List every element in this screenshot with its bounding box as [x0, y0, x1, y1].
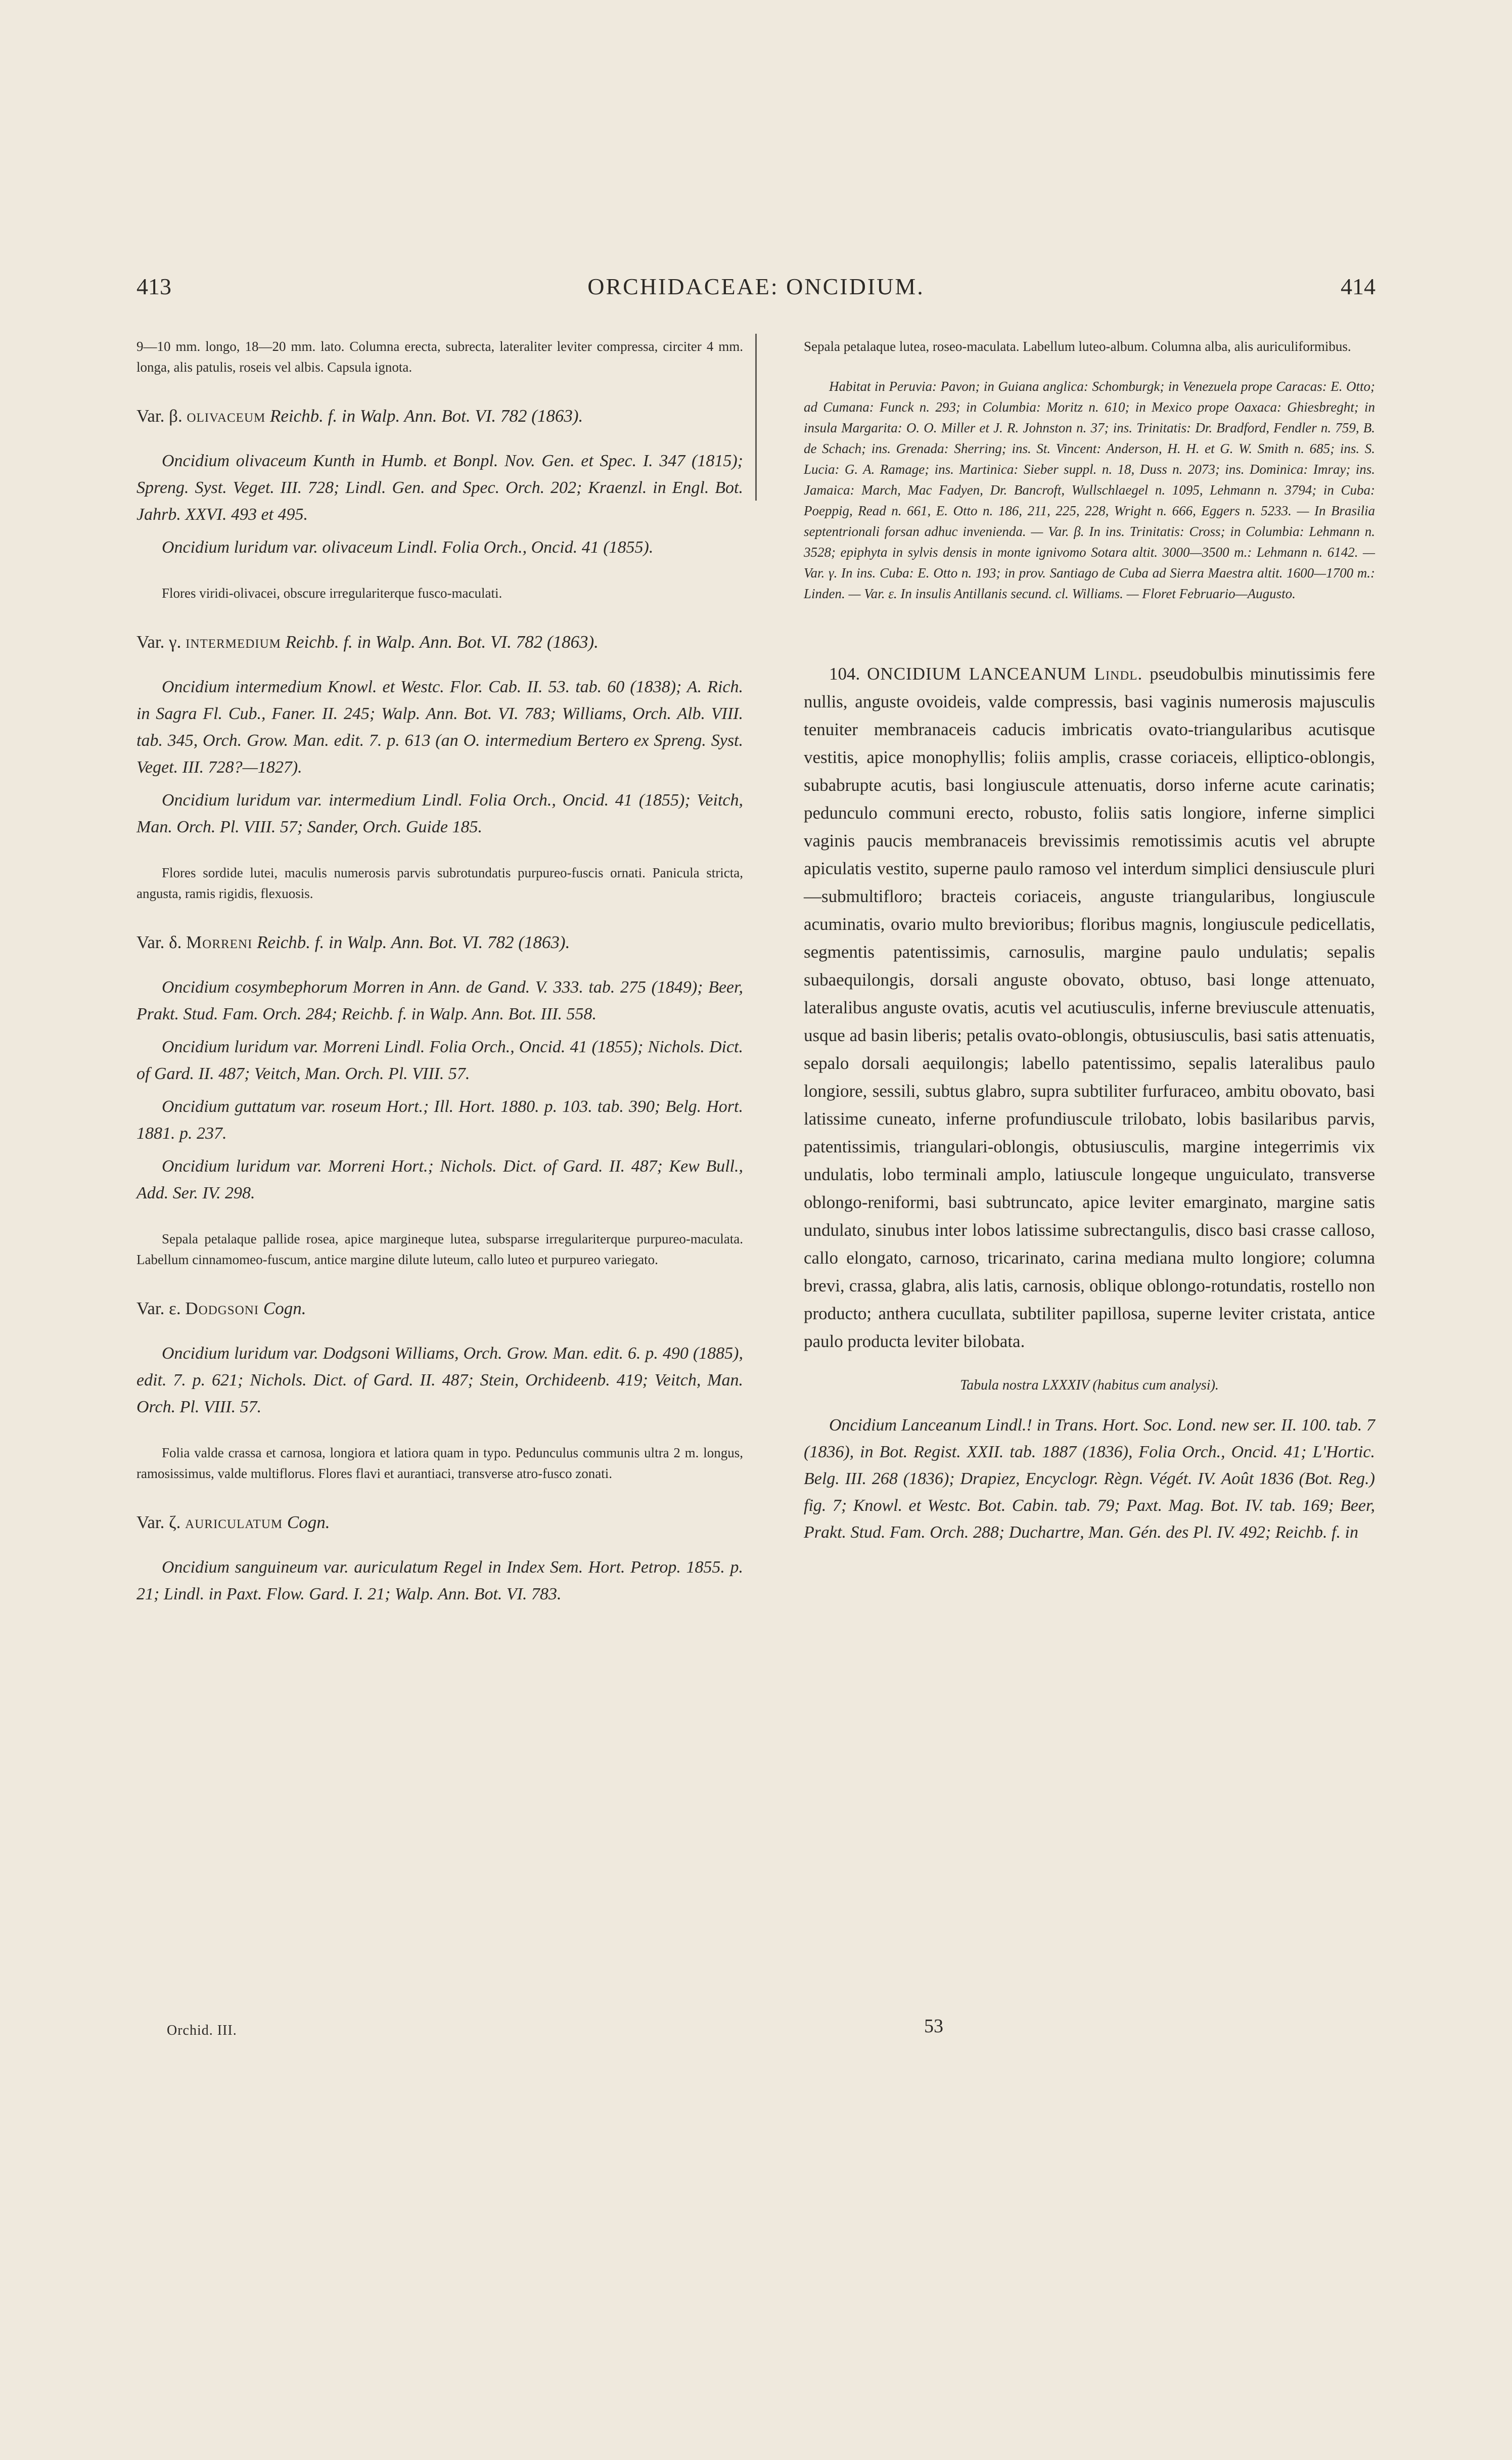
description-continued: 9—10 mm. longo, 18—20 mm. lato. Columna erecta, subrecta, lateraliter leviter compressa, circiter 4 mm. longa, alis patulis, roseis vel albis. Capsula ignota.: [136, 339, 743, 375]
variety-authority: Cogn.: [259, 1299, 306, 1318]
variety-description: Folia valde crassa et carnosa, longiora et latiora quam in typo. Pedunculus communis ultra 2 m. longus, ramosissimus, valde multiflorus. Flores flavi et aurantiaci, transverse atro-fusco zonati.: [136, 1445, 743, 1481]
variety-label: Var. γ.: [136, 632, 186, 652]
species-name: ONCIDIUM LANCEANUM: [867, 664, 1094, 684]
variety-label: Var. ε.: [136, 1299, 186, 1318]
variety-authority: Reichb. f. in Walp. Ann. Bot. VI. 782 (1863).: [281, 632, 599, 652]
variety-label: Var. ζ.: [136, 1512, 186, 1532]
running-title: ORCHIDACEAE: ONCIDIUM.: [587, 274, 925, 299]
left-column: [136, 336, 743, 1607]
page-number-left: 413: [136, 274, 171, 299]
variety-authority: Reichb. f. in Walp. Ann. Bot. VI. 782 (1863).: [265, 406, 583, 426]
signature-mark: Orchid. III.: [167, 2023, 237, 2038]
variety-label: Var. δ.: [136, 932, 187, 952]
plate-reference: Tabula nostra LXXXIV (habitus cum analysi).: [960, 1377, 1219, 1393]
synonym: Oncidium olivaceum Kunth in Humb. et Bonpl. Nov. Gen. et Spec. I. 347 (1815); Spreng. Syst. Veget. III. 728; Lindl. Gen. and Spec. Orch. 202; Kraenzl. in Engl. Bot. Jahrb. XXVI. 493 et 495.: [136, 452, 743, 524]
variety-description: Sepala petalaque pallide rosea, apice margineque lutea, subsparse irregulariterque purpureo-maculata. Labellum cinnamomeo-fuscum, antice margine dilute luteum, callo luteo et purpureo variegato.: [136, 1231, 743, 1267]
variety-name: olivaceum: [187, 406, 266, 426]
right-column: [804, 336, 1375, 1546]
variety-name: intermedium: [186, 632, 281, 652]
species-entry: [804, 660, 1375, 1355]
synonym: Oncidium intermedium Knowl. et Westc. Flor. Cab. II. 53. tab. 60 (1838); A. Rich. in Sagra Fl. Cub., Faner. II. 245; Walp. Ann. Bot. VI. 783; Williams, Orch. Alb. VIII. tab. 345, Orch. Grow. Man. edit. 7. p. 613 (an O. intermedium Bertero ex Spreng. Syst. Veget. III. 728?—1827).: [136, 678, 743, 777]
variety-description: Flores viridi-olivacei, obscure irregulariterque fusco-maculati.: [162, 586, 502, 601]
synonym: Oncidium luridum var. intermedium Lindl. Folia Orch., Oncid. 41 (1855); Veitch, Man. Orch. Pl. VIII. 57; Sander, Orch. Guide 185.: [136, 791, 743, 836]
variety-authority: Cogn.: [283, 1512, 330, 1532]
synonym: Oncidium Lanceanum Lindl.! in Trans. Hort. Soc. Lond. new ser. II. 100. tab. 7 (1836), in Bot. Regist. XXII. tab. 1887 (1836), Folia Orch., Oncid. 41; L'Hortic. Belg. III. 268 (1836); Drapiez, Encyclogr. Règn. Végét. IV. Août 1836 (Bot. Reg.) fig. 7; Knowl. et Westc. Bot. Cabin. tab. 79; Paxt. Mag. Bot. IV. tab. 169; Beer, Prakt. Stud. Fam. Orch. 288; Duchartre, Man. Gén. des Pl. IV. 492; Reichb. f. in: [804, 1416, 1375, 1542]
variety-delta-heading: [136, 929, 743, 956]
variety-label: Var. β.: [136, 406, 187, 426]
variety-authority: Reichb. f. in Walp. Ann. Bot. VI. 782 (1863).: [252, 932, 570, 952]
variety-epsilon-heading: [136, 1295, 743, 1322]
variety-zeta-heading: [136, 1509, 743, 1536]
synonym: Oncidium luridum var. Dodgsoni Williams, Orch. Grow. Man. edit. 6. p. 490 (1885), edit. 7. p. 621; Nichols. Dict. of Gard. II. 487; Stein, Orchideenb. 419; Veitch, Man. Orch. Pl. VIII. 57.: [136, 1344, 743, 1416]
variety-name: Dodgsoni: [185, 1299, 259, 1318]
synonym: Oncidium luridum var. Morreni Hort.; Nichols. Dict. of Gard. II. 487; Kew Bull., Add. Ser. IV. 298.: [136, 1157, 743, 1202]
variety-description: Flores sordide lutei, maculis numerosis parvis subrotundatis purpureo-fuscis ornati. Panicula stricta, angusta, ramis rigidis, flexuosis.: [136, 865, 743, 901]
column-divider: [755, 334, 757, 501]
sheet-number: 53: [924, 2016, 943, 2037]
species-number: 104.: [829, 664, 867, 684]
species-description: pseudobulbis minutissimis fere nullis, anguste ovoideis, valde compressis, basi vaginis numerosis majusculis tenuiter membranaceis caducis imbricatis ovato-triangularibus acutisque vestitis, apice monophyllis; foliis amplis, crasse coriaceis, elliptico-oblongis, subabrupte acutis, basi longiuscule attenuatis, dorso inferne acute carinatis; pedunculo communi erecto, robusto, foliis satis longiore, inferne simplici vaginis paucis membranaceis brevissimis remotissimis acutis vel abrupte apiculatis vestito, superne paulo ramoso vel interdum simplici densiuscule pluri—submultifloro; bracteis coriaceis, anguste triangularibus, longiuscule acuminatis, ovario multo brevioribus; floribus magnis, longiuscule pedicellatis, segmentis patentissimis, carnosulis, margine paulo undulatis; sepalis subaequilongis, dorsali anguste obovato, obtuso, basi longe attenuato, lateralibus anguste ovatis, acutis vel acutiusculis, inferne breviuscule attenuatis, usque ad basin liberis; petalis ovato-oblongis, obtusiusculis, basi satis attenuatis, sepalo dorsali aequilongis; labello patentissimo, sepalis lateralibus paulo longiore, sessili, subtus glabro, supra subtiliter furfuraceo, ambitu obovato, basi latissime cuneato, inferne profundiuscule trilobato, lobis basilaribus parvis, patentissimis, triangulari-oblongis, obtusiusculis, margine integerrimis vix undulatis, lobo terminali amplo, latiuscule longeque unguiculato, transverse oblongo-reniformi, basi subtruncato, apice leviter emarginato, margine satis undulato, sinubus inter lobos latissime subrectangulis, disco basi crasse calloso, callo elongato, carnoso, tricarinato, carina mediana multo longiore; columna brevi, crassa, glabra, alis latis, carnosis, oblique oblongo-rotundatis, rostello non producto; anthera cucullata, subtiliter papillosa, superne leviter cristata, antice paulo producta leviter bilobata.: [804, 664, 1376, 1351]
variety-beta-heading: [136, 403, 743, 429]
synonym: Oncidium luridum var. Morreni Lindl. Folia Orch., Oncid. 41 (1855); Nichols. Dict. of Gard. II. 487; Veitch, Man. Orch. Pl. VIII. 57.: [136, 1038, 743, 1083]
synonym: Oncidium sanguineum var. auriculatum Regel in Index Sem. Hort. Petrop. 1855. p. 21; Lindl. in Paxt. Flow. Gard. I. 21; Walp. Ann. Bot. VI. 783.: [136, 1558, 743, 1603]
habitat-paragraph: Habitat in Peruvia: Pavon; in Guiana anglica: Schomburgk; in Venezuela prope Caracas: E. Otto; ad Cumana: Funck n. 293; in Columbia: Moritz n. 610; in Mexico prope Oaxaca: Ghiesbreght; in insula Margarita: O. O. Miller et J. R. Johnston n. 37; ins. Trinitatis: Dr. Bradford, Fendler n. 759, B. de Schach; ins. Grenada: Sherring; ins. St. Vincent: Anderson, H. H. et G. W. Smith n. 685; ins. S. Lucia: G. A. Ramage; ins. Martinica: Sieber suppl. n. 18, Duss n. 2073; ins. Dominica: Imray; ins. Jamaica: March, Mac Fadyen, Dr. Bancroft, Wullschlaegel n. 1095, Lehmann n. 3794; in Cuba: Poeppig, Read n. 661, E. Otto n. 186, 211, 225, 228, Wright n. 666, Eggers n. 5233. — In Brasilia septentrionali forsan adhuc invenienda. — Var. β. In ins. Trinitatis: Cross; in Columbia: Lehmann n. 3528; epiphyta in sylvis densis in monte ignivomo Sotara altit. 3000—3500 m.: Lehmann n. 6142. — Var. γ. In ins. Cuba: E. Otto n. 193; in prov. Santiago de Cuba ad Sierra Maestra altit. 1600—1700 m.: Linden. — Var. ε. In insulis Antillanis secund. cl. Williams. — Floret Februario—Augusto.: [804, 379, 1375, 601]
variety-name: Morreni: [186, 932, 253, 952]
variety-gamma-heading: [136, 629, 743, 655]
description-continued: Sepala petalaque lutea, roseo-maculata. Labellum luteo-album. Columna alba, alis auriculiformibus.: [804, 339, 1351, 354]
species-authority: Lindl.: [1094, 664, 1143, 684]
variety-name: auriculatum: [185, 1512, 283, 1532]
running-header: [136, 273, 1376, 314]
synonym: Oncidium guttatum var. roseum Hort.; Ill. Hort. 1880. p. 103. tab. 390; Belg. Hort. 1881. p. 237.: [136, 1097, 743, 1143]
synonym: Oncidium cosymbephorum Morren in Ann. de Gand. V. 333. tab. 275 (1849); Beer, Prakt. Stud. Fam. Orch. 284; Reichb. f. in Walp. Ann. Bot. III. 558.: [136, 978, 743, 1023]
synonym: Oncidium luridum var. olivaceum Lindl. Folia Orch., Oncid. 41 (1855).: [162, 538, 654, 557]
page-number-right: 414: [1341, 274, 1376, 299]
